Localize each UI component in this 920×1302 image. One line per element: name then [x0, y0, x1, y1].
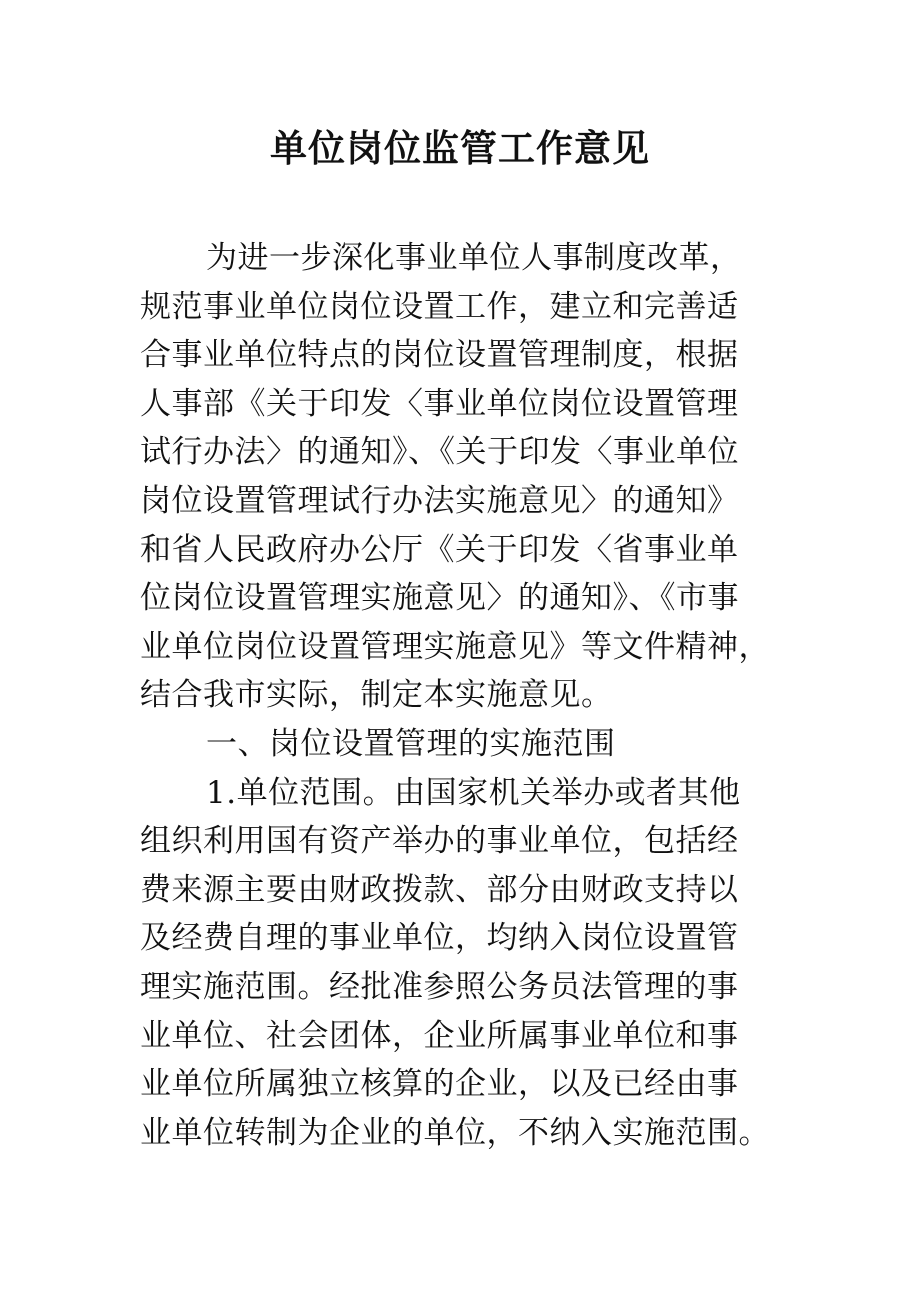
document-title: 单位岗位监管工作意见 [270, 126, 650, 170]
paragraph-line: 规范事业单位岗位设置工作，建立和完善适 [140, 288, 739, 325]
paragraph-line: 和省人民政府办公厅《关于印发〈省事业单 [140, 531, 739, 568]
paragraph-line: 岗位设置管理试行办法实施意见〉的通知》 [140, 482, 739, 519]
paragraph-line: 业单位所属独立核算的企业，以及已经由事 [140, 1066, 739, 1103]
paragraph-line: 人事部《关于印发〈事业单位岗位设置管理 [140, 385, 739, 422]
paragraph-line: 试行办法〉的通知》、《关于印发〈事业单位 [140, 434, 739, 471]
paragraph-line: 合事业单位特点的岗位设置管理制度，根据 [140, 337, 739, 374]
section-heading: 一、岗位设置管理的实施范围 [206, 725, 616, 762]
paragraph-line: 为进一步深化事业单位人事制度改革， [206, 240, 742, 276]
paragraph-line: 位岗位设置管理实施意见〉的通知》、《市事 [140, 580, 739, 617]
paragraph-line: 及经费自理的事业单位，均纳入岗位设置管 [140, 920, 739, 957]
document-body [140, 234, 800, 1157]
paragraph-line: 业单位转制为企业的单位，不纳入实施范围。 [140, 1114, 770, 1151]
paragraph-line: 理实施范围。经批准参照公务员法管理的事 [140, 968, 739, 1005]
paragraph-line: 组织利用国有资产举办的事业单位，包括经 [140, 823, 739, 860]
paragraph-line: 业单位、社会团体，企业所属事业单位和事 [140, 1017, 739, 1054]
paragraph-line: 业单位岗位设置管理实施意见》等文件精神， [140, 628, 770, 665]
paragraph-line: 费来源主要由财政拨款、部分由财政支持以 [140, 871, 739, 908]
paragraph-line: 1.单位范围。由国家机关举办或者其他 [206, 774, 741, 811]
paragraph-line: 结合我市实际，制定本实施意见。 [140, 677, 613, 714]
